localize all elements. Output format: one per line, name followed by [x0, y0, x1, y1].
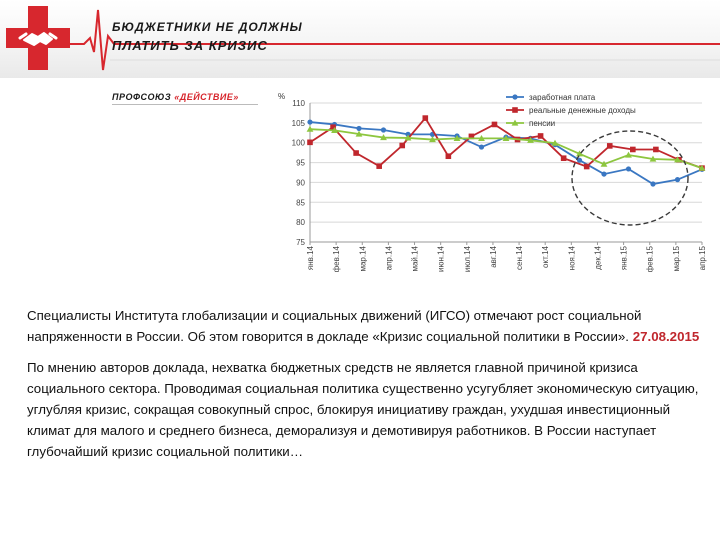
slogan-line-1: БЮДЖЕТНИКИ НЕ ДОЛЖНЫ	[112, 20, 303, 34]
header-banner	[0, 0, 720, 78]
legend-marker	[512, 107, 518, 113]
slogan-line-2: ПЛАТИТЬ ЗА КРИЗИС	[112, 38, 268, 53]
x-tick-label: янв.14	[306, 246, 315, 271]
union-name: «ДЕЙСТВИЕ»	[174, 92, 239, 102]
y-tick-label: 90	[296, 178, 305, 188]
x-tick-label: авг.14	[488, 246, 498, 268]
paragraph-1-text: Специалисты Института глобализации и социальных движений (ИГСО) отмечают рост социальной напряженности в России. Об этом говорится в докладе «Кризис социальной политики в России».	[27, 308, 642, 344]
data-point	[650, 181, 655, 186]
y-tick-label: 105	[291, 118, 305, 128]
y-tick-label: 80	[296, 218, 305, 228]
data-point	[626, 166, 631, 171]
x-tick-label: фев.15	[645, 246, 655, 273]
y-axis-unit: %	[278, 92, 286, 101]
x-tick-label: апр.14	[384, 246, 394, 271]
income-dynamics-chart	[258, 86, 720, 294]
data-point	[538, 133, 544, 139]
x-tick-label: май.14	[410, 246, 420, 272]
data-point	[561, 155, 567, 161]
data-point	[307, 140, 313, 146]
data-point	[376, 163, 382, 169]
x-tick-label: сен.14	[515, 246, 525, 270]
data-point	[584, 164, 590, 170]
data-point	[399, 143, 405, 149]
x-tick-label: апр.15	[698, 246, 707, 271]
x-tick-label: июл.14	[462, 246, 472, 273]
report-date: 27.08.2015	[632, 329, 700, 344]
data-point	[446, 153, 452, 159]
paragraph-1	[27, 305, 707, 347]
data-point	[381, 127, 386, 132]
y-tick-label: 100	[291, 138, 305, 148]
legend-label: пенсии	[529, 119, 556, 128]
legend-marker	[512, 94, 517, 99]
union-underline	[112, 104, 262, 105]
union-label	[112, 92, 239, 102]
x-tick-label: окт.14	[541, 246, 551, 268]
x-tick-label: дек.14	[593, 246, 603, 270]
legend-label: заработная плата	[529, 93, 596, 102]
chart-container	[258, 86, 720, 294]
data-point	[675, 177, 680, 182]
x-tick-label: июн.14	[436, 246, 446, 273]
data-point	[307, 119, 312, 124]
x-tick-label: фев.14	[332, 246, 342, 273]
red-cross-handshake-logo	[4, 4, 72, 72]
data-point	[653, 147, 659, 153]
y-tick-label: 75	[296, 238, 305, 247]
data-point	[607, 143, 613, 149]
union-prefix: ПРОФСОЮЗ	[112, 92, 172, 102]
data-point	[601, 171, 606, 176]
legend-label: реальные денежные доходы	[529, 106, 636, 115]
y-tick-label: 110	[292, 99, 305, 108]
x-tick-label: мар.14	[358, 246, 368, 272]
data-point	[492, 122, 498, 128]
data-point	[356, 126, 361, 131]
x-tick-label: ноя.14	[567, 246, 577, 271]
x-tick-label: мар.15	[671, 246, 681, 272]
data-point	[479, 144, 484, 149]
y-tick-label: 85	[296, 198, 305, 208]
paragraph-2: По мнению авторов доклада, нехватка бюджетных средств не является главной причиной кризиса социального сектора. Проводимая социальная политика существенно усугубляет экономическую ситуацию, углубляя кризис, сокращая совокупный спрос, блокируя инициативу граждан, ухудшая инвестиционный климат для малого и среднего бизнеса, деморализуя и демотивируя работников. В России наступает глубочайший кризис социальной политики…	[27, 360, 699, 459]
article-text	[27, 305, 707, 462]
x-tick-label: янв.15	[619, 246, 629, 271]
data-point	[422, 115, 428, 121]
y-tick-label: 95	[296, 158, 305, 168]
data-point	[630, 147, 636, 153]
data-point	[353, 150, 359, 156]
